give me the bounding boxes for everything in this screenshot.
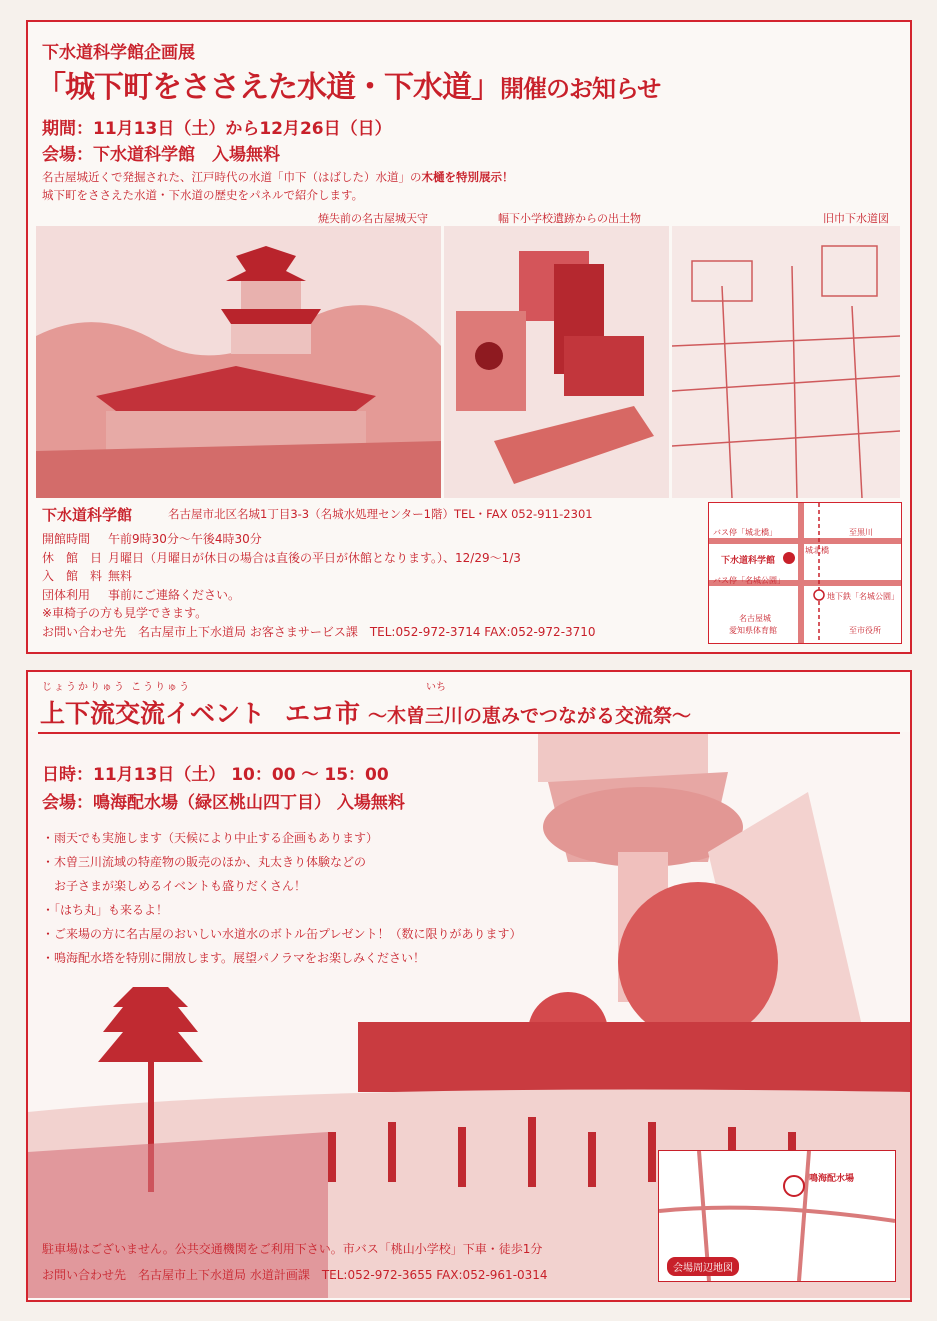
info-label: 開館時間 bbox=[42, 532, 91, 546]
title-ruby: じょうかりゅう こうりゅう bbox=[42, 682, 192, 693]
exhibit-venue: 会場：下水道科学館 入場無料 bbox=[42, 145, 280, 165]
event-title bbox=[40, 694, 691, 730]
event-panel bbox=[26, 670, 912, 1302]
title-underline bbox=[38, 732, 900, 734]
exhibit-panel bbox=[26, 20, 912, 654]
event-date: 日時：11月13日（土） 10：00 〜 15：00 bbox=[42, 765, 389, 785]
map-label: バス停「名城公園」 bbox=[713, 576, 785, 585]
exhibit-headline bbox=[36, 62, 660, 106]
bullet-item: ・「はち丸」も来るよ！ bbox=[42, 903, 169, 917]
map-label: バス停「城北橋」 bbox=[713, 528, 777, 537]
info-label: 団体利用 bbox=[42, 587, 91, 602]
wheelchair-note: ※車椅子の方も見学できます。 bbox=[42, 606, 208, 620]
photo-caption: 旧巾下水道図 bbox=[823, 212, 889, 225]
event-subtitle: 〜木曽三川の恵みでつながる交流祭〜 bbox=[368, 705, 692, 727]
event-title-main: 上下流交流イベント bbox=[40, 699, 266, 728]
event-title-eco: エコ市 bbox=[285, 699, 361, 728]
map-label: 愛知県体育館 bbox=[729, 626, 777, 635]
venue-map-caption: 会場周辺地図 bbox=[667, 1257, 739, 1276]
exhibit-intro-2: 城下町をささえた水道・下水道の歴史をパネルで紹介します。 bbox=[42, 188, 364, 202]
castle-illustration bbox=[36, 226, 441, 498]
parking-note: 駐車場はございません。公共交通機関をご利用下さい。市バス「桃山小学校」下車・徒歩1分 bbox=[42, 1242, 543, 1256]
info-row bbox=[42, 567, 596, 586]
info-label: 入 館 料 bbox=[42, 569, 103, 583]
bullet-item: ・鳴海配水塔を特別に開放します。展望パノラマをお楽しみください！ bbox=[42, 951, 426, 965]
exhibit-contact: お問い合わせ先 名古屋市上下水道局 お客さまサービス課 TEL:052-972-3714 FAX:052-972-3710 bbox=[42, 624, 596, 639]
exhibit-intro-1 bbox=[42, 169, 514, 185]
museum-info-table bbox=[42, 530, 596, 641]
museum-address: 名古屋市北区名城1丁目3-3（名城水処理センター1階）TEL・FAX 052-911-2301 bbox=[168, 507, 593, 521]
museum-access-map bbox=[708, 502, 902, 644]
info-value: 午前9時30分〜午後4時30分 bbox=[108, 532, 262, 546]
info-row bbox=[42, 530, 596, 549]
wooden-pipe-illustration bbox=[444, 226, 669, 498]
bullet-item: ・雨天でも実施します（天候により中止する企画もあります） bbox=[42, 831, 379, 845]
bullet-item: ・ご来場の方に名古屋のおいしい水道水のボトル缶プレゼント！（数に限りがあります） bbox=[42, 927, 522, 941]
exhibit-period: 期間：11月13日（土）から12月26日（日） bbox=[42, 119, 392, 139]
photo-caption: 焼失前の名古屋城天守 bbox=[318, 212, 428, 225]
intro-emphasis: 木樋を特別展示！ bbox=[421, 170, 514, 184]
museum-name: 下水道科学館 bbox=[42, 506, 133, 524]
info-row bbox=[42, 586, 596, 605]
event-bullets bbox=[42, 826, 522, 970]
ichi-ruby: いち bbox=[426, 682, 446, 693]
info-row bbox=[42, 549, 596, 568]
info-value: 事前にご連絡ください。 bbox=[108, 587, 241, 602]
castle-photo bbox=[36, 226, 441, 498]
exhibit-kicker: 下水道科学館企画展 bbox=[42, 43, 195, 63]
event-contact: お問い合わせ先 名古屋市上下水道局 水道計画課 TEL:052-972-3655 FAX:052-961-0314 bbox=[42, 1268, 548, 1282]
map-label: 至黒川 bbox=[849, 528, 873, 537]
old-map-illustration bbox=[672, 226, 900, 498]
info-label: 休 館 日 bbox=[42, 550, 103, 565]
headline-suffix: 開催のお知らせ bbox=[500, 75, 661, 103]
map-label: 名古屋城 bbox=[739, 614, 771, 623]
info-value: 月曜日（月曜日が休日の場合は直後の平日が休館となります。）、12/29〜1/3 bbox=[108, 550, 521, 565]
event-venue: 会場：鳴海配水場（緑区桃山四丁目） 入場無料 bbox=[42, 793, 405, 813]
artifact-photo bbox=[444, 226, 669, 498]
old-map-photo bbox=[672, 226, 900, 498]
map-label: 城北橋 bbox=[805, 546, 829, 555]
map-label: 下水道科学館 bbox=[721, 556, 776, 566]
headline-quoted: 「城下町をささえた水道・下水道」 bbox=[36, 70, 500, 105]
bullet-item: お子さまが楽しめるイベントも盛りだくさん！ bbox=[42, 879, 307, 893]
map-label: 至市役所 bbox=[849, 626, 881, 635]
map-label: 地下鉄「名城公園」 bbox=[827, 592, 899, 601]
venue-map-label: 鳴海配水場 bbox=[809, 1174, 855, 1184]
map-roads bbox=[709, 503, 901, 643]
info-value: 無料 bbox=[108, 569, 133, 583]
venue-map bbox=[658, 1150, 896, 1282]
bullet-item: ・木曽三川流域の特産物の販売のほか、丸太きり体験などの bbox=[42, 855, 367, 869]
photo-caption: 幅下小学校遺跡からの出土物 bbox=[498, 212, 641, 225]
intro-text: 名古屋城近くで発掘された、江戸時代の水道「巾下（はばした）水道」の bbox=[42, 170, 422, 184]
